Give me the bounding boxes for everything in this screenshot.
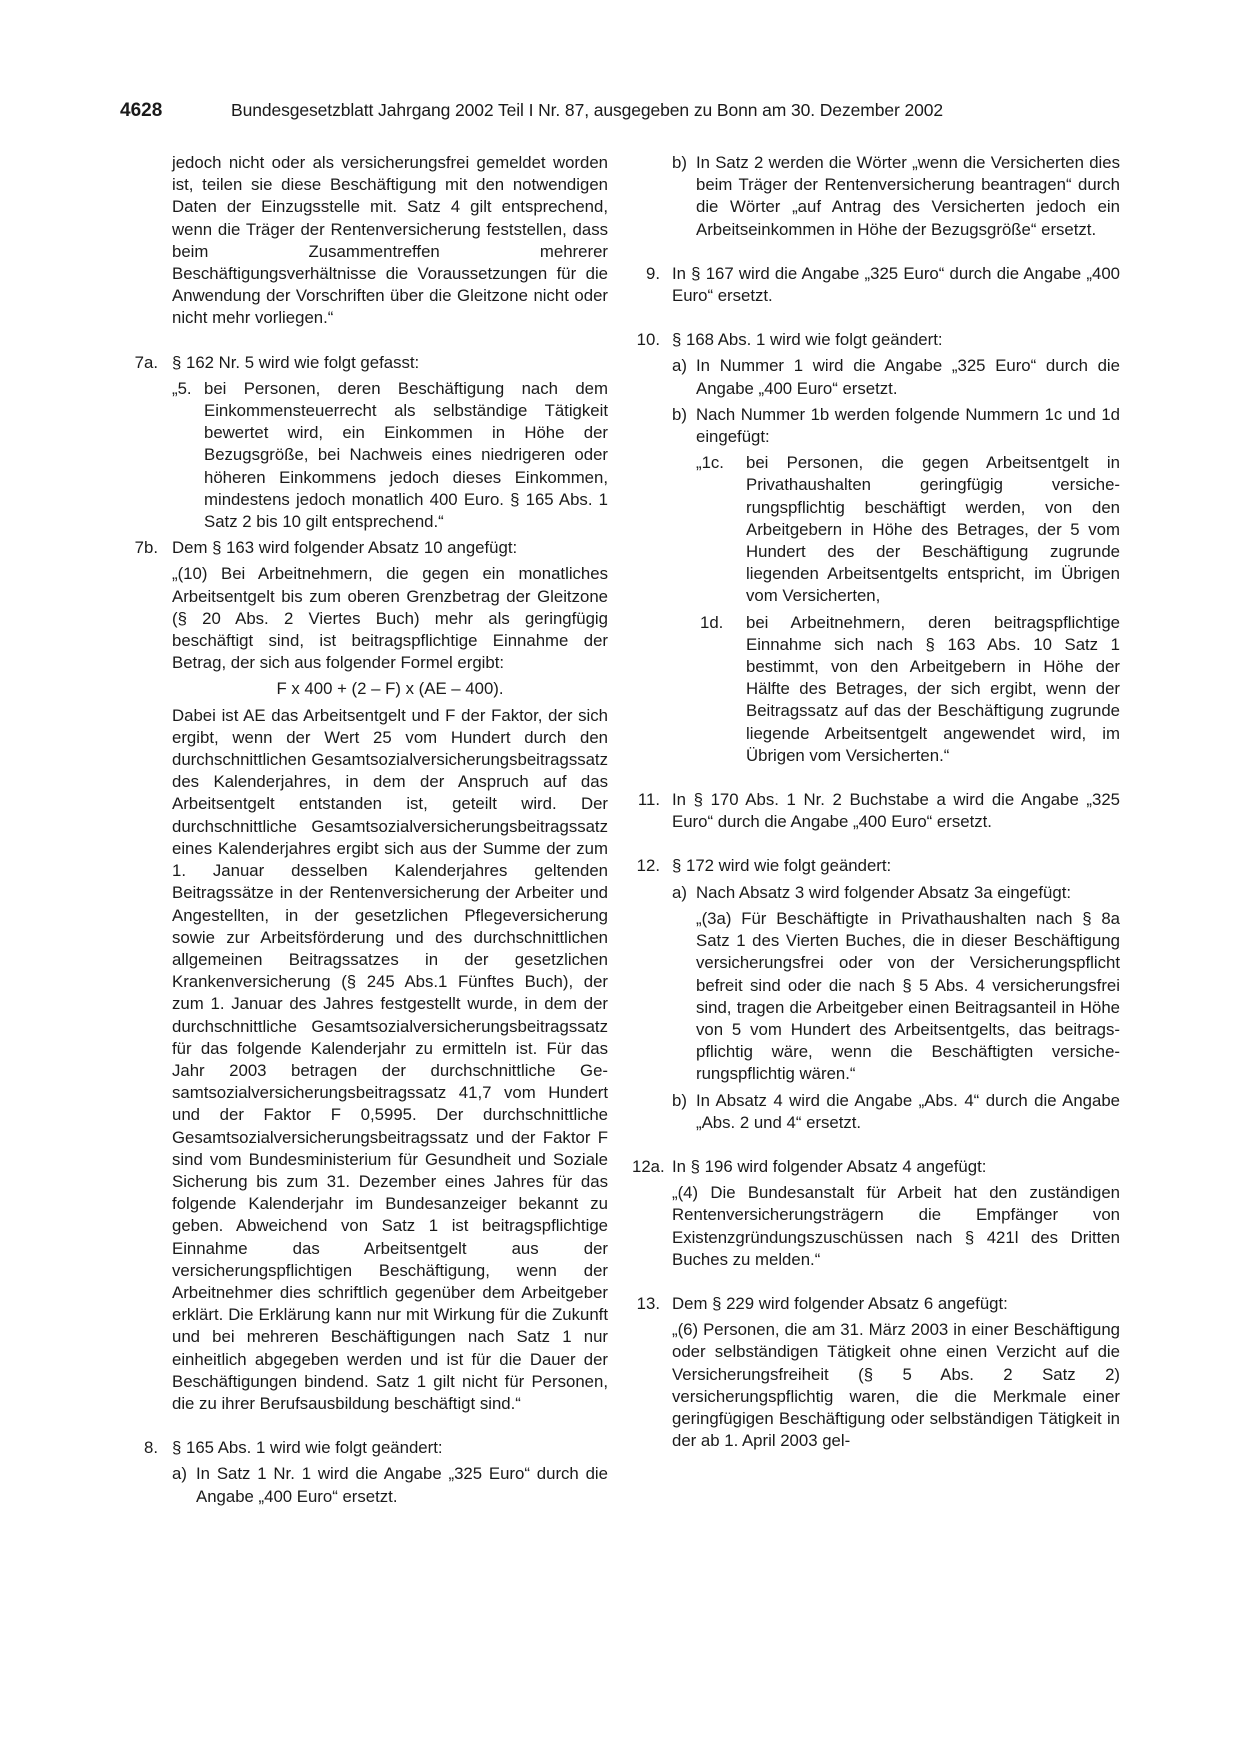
item-12: [632, 855, 1120, 1133]
item-lead: § 172 wird wie folgt geändert:: [672, 856, 892, 876]
insert-label: 1d.: [700, 612, 724, 632]
item-7a: [120, 352, 608, 534]
insert-label: „1c.: [696, 453, 724, 473]
sub-text: In Nummer 1 wird die Angabe „325 Euro“ durch die Angabe „400 Euro“ ersetzt.: [696, 356, 1120, 398]
sub-label: b): [672, 153, 687, 172]
item-number: 12a.: [632, 1156, 665, 1176]
item-text: In § 170 Abs. 1 Nr. 2 Buchstabe a wird die Angabe „325 Euro“ durch die Angabe „400 Euro“ ersetzt.: [672, 790, 1120, 832]
sub-label: b): [672, 404, 687, 424]
sub-label: a): [172, 1464, 187, 1484]
sub-text: In Satz 2 werden die Wörter „wenn die Versicherten dies beim Träger der Rentenversicherung beantragen“ durch die Wörter „auf Antrag des Versicherten jedoch ein Arbeitseinkommen in Höhe der Bezugsgröße“ ersetzt.: [696, 153, 1120, 239]
quote-text: „(6) Personen, die am 31. März 2003 in einer Beschäftigung oder selbständigen Tätigkeit ohne einen Verzicht auf die Versicherungsfreiheit (§ 5 Abs. 2 Satz 2) versicherungspflichtig waren, die die Merkmale einer geringfügigen Beschäftigung oder selbständigen Tätigkeit in der ab 1. April 2003 gel-: [672, 1320, 1120, 1451]
sub-text: In Absatz 4 wird die Angabe „Abs. 4“ durch die Angabe „Abs. 2 und 4“ ersetzt.: [696, 1090, 1120, 1132]
insert-text: bei Personen, die gegen Arbeitsentgelt in Privathaushalten geringfügig versicherungspflichtig beschäftigt werden, von den Arbeitgebern in Höhe des Betrages, der 5 vom Hundert des der Beschäftigung zugrunde liegenden Arbeitsentgelts entspricht, im Übrigen vom Versicherten,: [746, 453, 1120, 606]
continued-text: jedoch nicht oder als versicherungsfrei gemeldet worden ist, teilen sie diese Beschäftigung mit den notwendigen Daten der Einzugsstelle mit. Satz 4 gilt entsprechend, wenn die Träger der Rentenversicherung feststellen, dass beim Zusammentreffen mehrerer Beschäftigungsverhältnisse die Voraussetzungen für die Anwendung der Vorschriften über die Gleitzone nicht oder nicht mehr vorliegen.“: [172, 153, 608, 328]
item-text: In § 167 wird die Angabe „325 Euro“ durch die Angabe „400 Euro“ ersetzt.: [672, 263, 1120, 306]
sub-label: a): [672, 882, 687, 902]
formula: F x 400 + (2 – F) x (AE – 400).: [276, 679, 504, 699]
item-lead: § 165 Abs. 1 wird wie folgt geändert:: [172, 1438, 443, 1458]
item-9: [632, 263, 1120, 307]
item-8b: [672, 152, 1120, 241]
insert-text: bei Arbeitnehmern, deren beitragspflichtige Einnahme sich nach § 163 Abs. 10 Satz 1 bestimmt, von den Arbeitgebern in Höhe der Hälfte des Betrages, der sich ergibt, wenn der Beitragssatz auf das der Beschäftigung zugrunde liegende Arbeitsentgelt angewendet wird, im Übrigen vom Versicherten.“: [746, 612, 1120, 765]
item-number: 8.: [144, 1438, 158, 1458]
quote-text: „(3a) Für Beschäftigte in Privathaushalten nach § 8a Satz 1 des Vierten Buches, die in dieser Beschäftigung versicherungsfrei oder von der Versicherungspflicht befreit sind oder die nach § 5 Abs. 4 versicherungsfrei sind, tragen die Arbeitgeber einen Beitragsanteil in Höhe von 5 vom Hundert des Arbeitsentgelts, das beitragspflichtig wäre, wenn die Beschäftigten versicherungspflichtig wären.“: [696, 908, 1120, 1084]
item-lead: § 168 Abs. 1 wird wie folgt geändert:: [672, 330, 943, 350]
quote-continuation: Dabei ist AE das Arbeitsentgelt und F der Faktor, der sich ergibt, wenn der Wert 25 vom Hundert durch den durchschnittlichen Gesamtsozialversicherungsbeitragssatz des Kalenderjahres, in dem der Anspruch auf das Arbeitsentgelt entstanden ist, geteilt wird. Der durchschnittliche Gesamtsozialversicherungsbeitragssatz eines Kalenderjahres ergibt sich aus der Summe der zum 1. Januar desselben Kalenderjahres geltenden Beitragssätze in der Rentenversicherung der Arbeiter und Angestellten, in der gesetzlichen Pflegeversicherung sowie zur Arbeitsförderung und des durchschnittlichen allgemeinen Beitragssatzes in der gesetzlichen Krankenversicherung (§ 245 Abs.1 Fünftes Buch), der zum 1. Januar des Jahres festgestellt wurde, in dem der durchschnittliche Gesamtsozialversicherungsbeitragssatz für das folgende Kalenderjahr zu ermitteln ist. Für das Jahr 2003 betragen der durchschnittliche Gesamtsozialversicherungsbeitragssatz 41,7 vom Hundert und der Faktor F 0,5995. Der durchschnittliche Gesamtsozialversicherungsbeitragssatz und der Faktor F sind vom Bundesministerium für Gesundheit und Soziale Sicherung bis zum 31. Dezember eines Jahres für das folgende Kalenderjahr im Bundesanzeiger bekannt zu geben. Abweichend von Satz 1 ist beitragspflichtige Einnahme das Arbeitsentgelt aus der versicherungspflichtigen Beschäftigung, wenn der Arbeitnehmer dies schriftlich gegenüber dem Arbeitgeber erklärt. Die Erklärung kann nur mit Wirkung für die Zukunft und bei mehreren Beschäftigungen nach Satz 1 nur einheitlich abgegeben werden und ist für die Dauer der Beschäftigungen bindend. Satz 1 gilt nicht für Personen, die zu ihrer Berufsausbildung beschäftigt sind.“: [172, 705, 608, 1413]
sub-label: a): [672, 356, 687, 376]
page-header: [120, 100, 1120, 130]
left-column: [120, 152, 608, 1508]
item-12a: [632, 1156, 1120, 1271]
item-lead: Dem § 229 wird folgender Absatz 6 angefügt:: [672, 1293, 1008, 1313]
page-number: 4628: [120, 100, 163, 121]
quote-text: „(4) Die Bundesanstalt für Arbeit hat den zuständigen Rentenversicherungsträgern die Empfänger von Existenzgründungszuschüssen nach § 421l des Dritten Buches zu melden.“: [672, 1183, 1120, 1269]
item-number: 7a.: [134, 352, 158, 372]
sub-label: b): [672, 1090, 687, 1110]
item-10: [632, 329, 1120, 767]
item-11: [632, 789, 1120, 833]
quote-text: bei Personen, deren Beschäftigung nach dem Einkommensteuerrecht als selbständige Tätigkeit bewertet wird, ein Einkommen in Höhe der Bezugsgröße, bei Nachweis eines niedrigeren oder höheren Einkommens jedoch dieses Einkommen, mindestens jedoch monatlich 400 Euro. § 165 Abs. 1 Satz 2 bis 10 gilt entsprechend.“: [204, 378, 608, 532]
item-number: 11.: [637, 790, 660, 810]
item-number: 12.: [636, 856, 660, 876]
sub-text: Nach Nummer 1b werden folgende Nummern 1c und 1d eingefügt:: [696, 404, 1120, 447]
item-number: 13.: [636, 1293, 660, 1313]
right-column: [632, 152, 1120, 1452]
item-8: [120, 1437, 608, 1508]
item-number: 10.: [636, 330, 660, 350]
item-number: 9.: [646, 263, 660, 283]
item-7b: [120, 537, 608, 1415]
item-lead: § 162 Nr. 5 wird wie folgt gefasst:: [172, 352, 420, 372]
quote-text: „(10) Bei Arbeitnehmern, die gegen ein monatliches Arbeitsentgelt bis zum oberen Grenzbetrag der Gleitzone (§ 20 Abs. 2 Viertes Buch) mehr als geringfügig beschäftigt sind, ist beitragspflichtige Einnahme der Betrag, der sich aus folgender Formel ergibt:: [172, 564, 608, 673]
item-13: [632, 1293, 1120, 1452]
sub-text: Nach Absatz 3 wird folgender Absatz 3a eingefügt:: [696, 882, 1072, 902]
item-lead: Dem § 163 wird folgender Absatz 10 angefügt:: [172, 538, 518, 558]
sub-text: In Satz 1 Nr. 1 wird die Angabe „325 Euro“ durch die Angabe „400 Euro“ ersetzt.: [196, 1464, 608, 1506]
item-number: 7b.: [134, 538, 158, 558]
quote-label: „5.: [172, 378, 192, 398]
header-title: Bundesgesetzblatt Jahrgang 2002 Teil I Nr. 87, ausgegeben zu Bonn am 30. Dezember 2002: [231, 100, 943, 120]
item-lead: In § 196 wird folgender Absatz 4 angefügt:: [672, 1156, 987, 1176]
